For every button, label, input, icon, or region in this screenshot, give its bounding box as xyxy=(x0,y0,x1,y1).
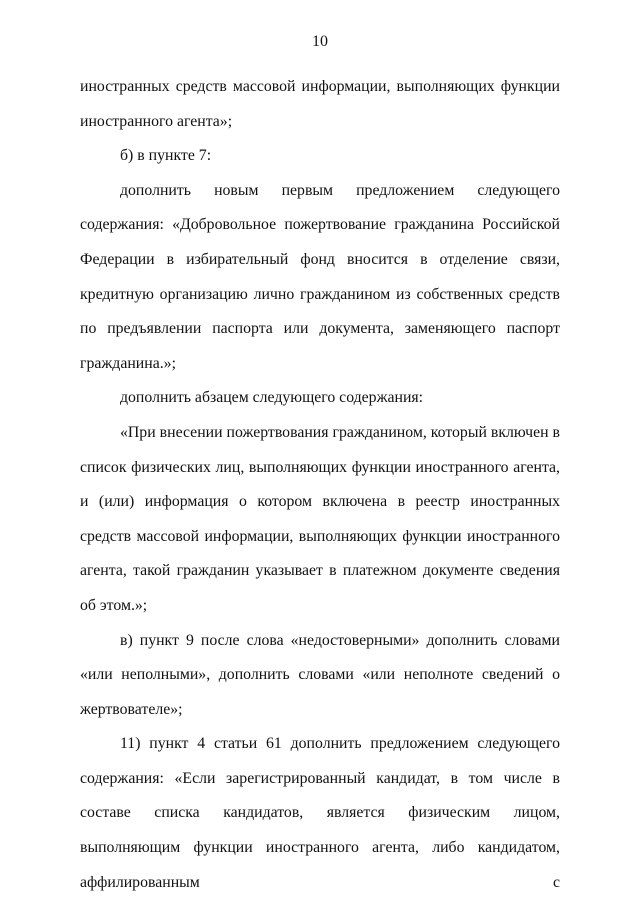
paragraph: в) пункт 9 после слова «недостоверными» дополнить словами «или неполными», дополнить словами «или неполноте сведений о жертвователе»; xyxy=(80,631,560,718)
paragraph: 11) пункт 4 статьи 61 дополнить предложением следующего содержания: «Если зарегистрированный кандидат, в том числе в составе списка кандидатов, является физическим лицом, выполняющим функции иностранного агента, либо кандидатом, аффилированным с xyxy=(80,735,560,891)
paragraph: б) в пункте 7: xyxy=(120,147,212,165)
document-body xyxy=(80,70,560,900)
paragraph: дополнить новым первым предложением следующего содержания: «Добровольное пожертвование гражданина Российской Федерации в избирательный фонд вносится в отделение связи, кредитную организацию лично гражданином из собственных средств по предъявлении паспорта или документа, заменяющего паспорт гражданина.»; xyxy=(80,181,560,372)
paragraph: «При внесении пожертвования гражданином, который включен в список физических лиц, выполняющих функции иностранного агента, и (или) информация о котором включена в реестр иностранных средств массовой информации, выполняющих функции иностранного агента, такой гражданин указывает в платежном документе сведения об этом.»; xyxy=(80,423,560,614)
paragraph: дополнить абзацем следующего содержания: xyxy=(120,389,424,407)
page-number: 10 xyxy=(312,33,328,50)
paragraph: иностранных средств массовой информации, выполняющих функции иностранного агента»; xyxy=(80,78,560,130)
